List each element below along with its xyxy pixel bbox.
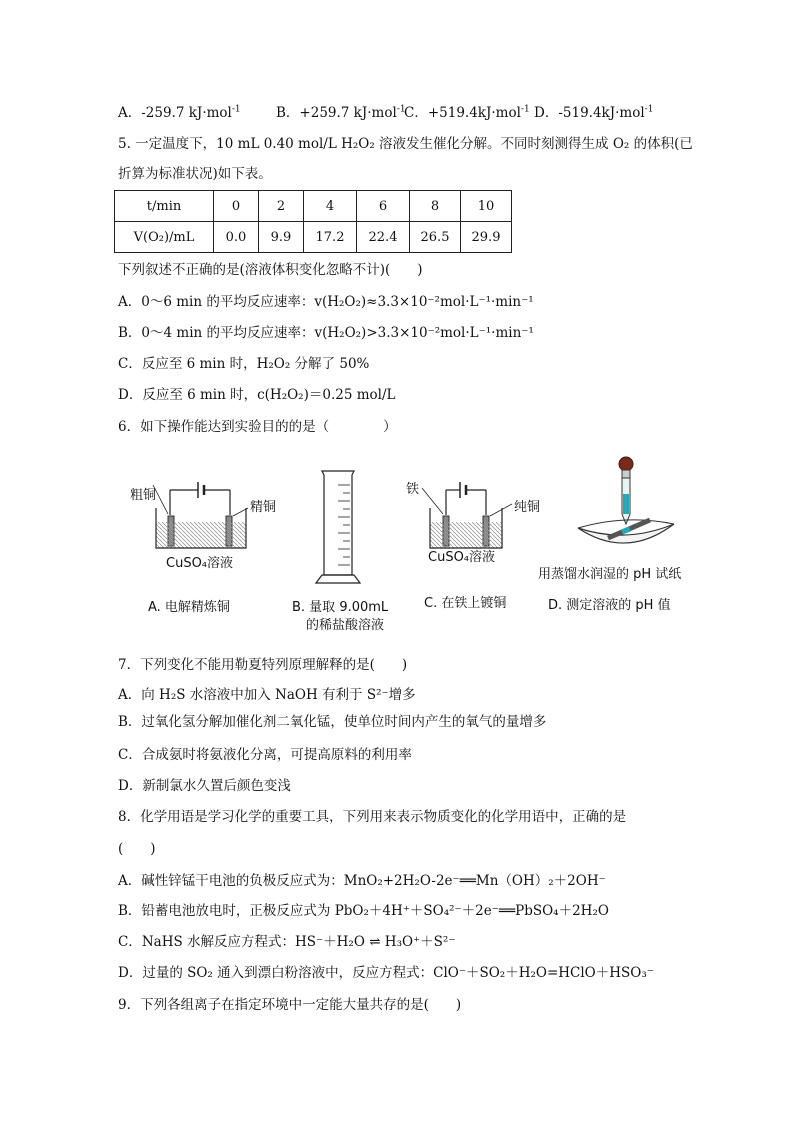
table-row [115, 222, 512, 253]
q7-option-a: A．向 H₂S 水溶液中加入 NaOH 有利于 S²⁻增多 [118, 687, 416, 703]
q5-data-table [114, 190, 512, 253]
table-cell: 29.9 [461, 222, 512, 253]
q5-stem-line2: 折算为标准状况)如下表。 [118, 166, 272, 182]
table-header-volume: V(O₂)/mL [115, 222, 214, 253]
q6-stem: 6．如下操作能达到实验目的的是（ ） [118, 419, 397, 435]
q8-option-c: C．NaHS 水解反应方程式：HS⁻＋H₂O ⇌ H₃O⁺＋S²⁻ [118, 934, 456, 950]
table-cell: 10 [461, 191, 512, 222]
table-cell: 4 [304, 191, 357, 222]
table-header-time: t/min [115, 191, 214, 222]
figure-a-label-right: 精铜 [250, 500, 277, 515]
table-cell: 0 [214, 191, 259, 222]
q8-option-b: B．铅蓄电池放电时，正极反应式为 PbO₂＋4H⁺＋SO₄²⁻＋2e⁻══PbSO₄＋2H₂O [118, 903, 609, 919]
q8-stem-line2: ( ) [118, 841, 156, 857]
q5-question: 下列叙述不正确的是(溶液体积变化忽略不计)( ) [118, 262, 423, 278]
figure-c-label-left: 铁 [406, 482, 420, 497]
table-cell: 17.2 [304, 222, 357, 253]
q4-option-a: A．-259.7 kJ·mol$^{-1}$ [118, 104, 241, 121]
q8-option-a: A．碱性锌锰干电池的负极反应式为：MnO₂+2H₂O-2e⁻══Mn（OH）₂＋2OH⁻ [118, 873, 606, 889]
q4-option-d: D．-519.4kJ·mol$^{-1}$ [534, 104, 654, 121]
q4-option-b: B．+259.7 kJ·mol$^{-1}$ [276, 104, 406, 121]
q9-stem: 9．下列各组离子在指定环境中一定能大量共存的是( ) [118, 997, 462, 1013]
figure-c-caption: C. 在铁上镀铜 [424, 596, 507, 611]
table-cell: 6 [357, 191, 410, 222]
q8-option-d: D．过量的 SO₂ 通入到漂白粉溶液中，反应方程式：ClO⁻＋SO₂＋H₂O=HClO＋HSO₃⁻ [118, 965, 654, 981]
q5-stem-line1: 5. 一定温度下，10 mL 0.40 mol/L H₂O₂ 溶液发生催化分解。不同时刻测得生成 O₂ 的体积(已 [118, 136, 693, 152]
q4-options [118, 104, 654, 122]
q7-option-c: C．合成氨时将氨液化分离，可提高原料的利用率 [118, 747, 412, 763]
figure-a-solution: CuSO₄溶液 [166, 556, 234, 571]
figure-b-caption-line1: B. 量取 9.00mL [292, 600, 389, 615]
figure-a-caption: A. 电解精炼铜 [148, 600, 230, 615]
table-cell: 22.4 [357, 222, 410, 253]
q5-option-b: B．0～4 min 的平均反应速率：v(H₂O₂)>3.3×10⁻²mol·L⁻¹·min⁻¹ [118, 325, 534, 341]
figure-d-label: 用蒸馏水润湿的 pH 试纸 [538, 567, 682, 582]
figure-a-label-left: 粗铜 [130, 488, 157, 503]
q5-option-c: C．反应至 6 min 时，H₂O₂ 分解了 50% [118, 356, 370, 372]
figure-d-ph-test [570, 452, 680, 552]
table-cell: 2 [259, 191, 304, 222]
figure-b-cylinder [310, 465, 370, 590]
table-row [115, 191, 512, 222]
q7-option-d: D．新制氯水久置后颜色变浅 [118, 778, 291, 794]
q5-option-d: D．反应至 6 min 时，c(H₂O₂)＝0.25 mol/L [118, 387, 396, 403]
figure-c-solution: CuSO₄溶液 [428, 550, 496, 565]
q8-stem-line1: 8．化学用语是学习化学的重要工具，下列用来表示物质变化的化学用语中，正确的是 [118, 809, 627, 825]
q7-option-b: B．过氧化氢分解加催化剂二氧化锰，使单位时间内产生的氧气的量增多 [118, 714, 547, 730]
table-cell: 26.5 [410, 222, 461, 253]
ph-test-icon [570, 452, 680, 552]
figure-d-caption: D. 测定溶液的 pH 值 [548, 598, 671, 613]
q4-option-c: C．+519.4kJ·mol$^{-1}$ [404, 104, 530, 121]
figure-c-label-right: 纯铜 [514, 500, 541, 515]
table-cell: 9.9 [259, 222, 304, 253]
figure-b-caption-line2: 的稀盐酸溶液 [306, 618, 385, 633]
q7-stem: 7．下列变化不能用勒夏特列原理解释的是( ) [118, 657, 408, 673]
graduated-cylinder-icon [310, 465, 370, 590]
table-cell: 8 [410, 191, 461, 222]
q5-option-a: A．0～6 min 的平均反应速率：v(H₂O₂)≈3.3×10⁻²mol·L⁻¹·min⁻¹ [118, 294, 534, 310]
table-cell: 0.0 [214, 222, 259, 253]
